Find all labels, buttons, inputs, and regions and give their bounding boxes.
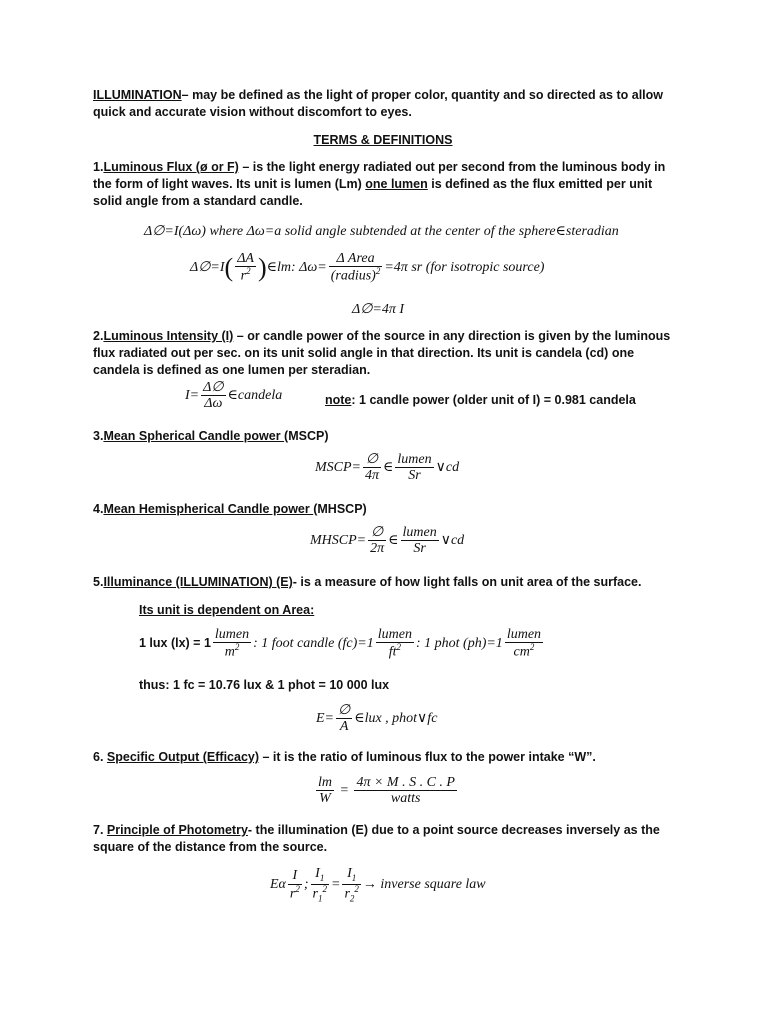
- s4-eq-mid: ∈: [388, 533, 399, 549]
- s4-abbr: (MHSCP): [313, 502, 367, 516]
- s2-eq-den: Δω: [204, 396, 223, 412]
- s7-number: 7.: [93, 823, 107, 837]
- s5-equation: [316, 703, 437, 735]
- s3-eq-rhs: ∨cd: [435, 460, 460, 476]
- s7-eq-rhs: → inverse square law: [362, 877, 486, 893]
- s4-eq-num-1: ∅: [368, 525, 386, 541]
- s1-eq2-part-c: =4π sr (for isotropic source): [384, 259, 545, 275]
- s7-eq-frac-3: $\frac{I_1}{r_2^2}$: [344, 866, 359, 904]
- s5-eq-frac: [336, 703, 352, 735]
- s7-eq-num-3: I: [347, 866, 352, 881]
- s5-frac-3-num: lumen: [506, 627, 542, 642]
- s2-note: [325, 392, 636, 409]
- s3-eq-num-1: ∅: [363, 452, 381, 468]
- s5-lux-label: 1 lux (lx) = 1: [139, 636, 211, 651]
- s7-eq-den-3: r: [344, 886, 350, 902]
- s6-eq-den-1: W: [319, 791, 331, 807]
- intro-term: ILLUMINATION: [93, 88, 182, 102]
- s3-eq-num-2: lumen: [397, 452, 432, 467]
- s5-eq-lhs: E=: [316, 711, 334, 727]
- s4-number: 4.: [93, 502, 104, 516]
- s4-eq-frac-2: [401, 525, 439, 557]
- s2-paragraph: [93, 328, 673, 379]
- s6-eq-frac-2: [354, 775, 457, 807]
- s6-eq-den-2: watts: [390, 791, 421, 807]
- s4-eq-frac-1: [368, 525, 386, 557]
- s5-frac-2-num: lumen: [377, 627, 412, 642]
- s1-eq2-num-2: Δ Area: [329, 251, 383, 267]
- s6-equation: [314, 775, 459, 807]
- s1-equation-3: Δ∅=4π I: [352, 302, 405, 317]
- s1-term2: one lumen: [365, 177, 428, 191]
- s4-eq-rhs: ∨cd: [440, 533, 465, 549]
- s6-eq-equals: =: [336, 783, 353, 799]
- s2-eq-rhs: ∈candela: [227, 388, 283, 404]
- s5-subheading: Its unit is dependent on Area:: [139, 603, 315, 617]
- s3-eq-lhs: MSCP=: [315, 460, 361, 476]
- s5-eq-num: ∅: [338, 703, 351, 718]
- s6-number: 6.: [93, 750, 107, 764]
- s1-text1: – is the light energy radiated out per second from the luminous body in the form of light waves. Its unit is lumen (Lm): [93, 160, 666, 191]
- s2-eq-num: Δ∅: [203, 380, 224, 395]
- s3-eq-frac-2: [395, 452, 433, 484]
- s5-number: 5.: [93, 575, 104, 589]
- s3-heading: [93, 428, 673, 445]
- s4-eq-lhs: MHSCP=: [310, 533, 367, 549]
- s7-paragraph: [93, 822, 673, 856]
- s6-text: – it is the ratio of luminous flux to the power intake “W”.: [259, 750, 596, 764]
- s5-frac-2-den: ft: [388, 645, 397, 661]
- s1-eq2-part-b: ∈lm: Δω=: [266, 259, 327, 275]
- s4-heading: [93, 501, 673, 518]
- s1-term: Luminous Flux (ø or F): [103, 160, 239, 174]
- s5-frac-2: $\frac{\text{lumen}}{ft^2}$: [377, 627, 412, 661]
- s4-term: Mean Hemispherical Candle power: [103, 502, 314, 516]
- s7-eq-semicolon: ;: [303, 877, 309, 893]
- s2-eq-frac: [201, 380, 225, 412]
- s7-eq-frac-2: $\frac{I_1}{r_1^2}$: [312, 866, 327, 904]
- s1-equation-2: Δ∅=I( $\frac{\Delta A}{r^2}$ )∈lm: Δω= $\frac{\text{Δ Area}}{(radius)^2}$ =4π sr (for isotropic source): [190, 250, 545, 285]
- s1-eq2-part-a: Δ∅=I: [190, 259, 225, 275]
- s6-term: Specific Output (Efficacy): [106, 750, 260, 764]
- s6-eq-num-1: lm: [318, 775, 332, 790]
- s2-equation: [185, 380, 282, 412]
- s1-equation-1: Δ∅=I(Δω) where Δω=a solid angle subtended at the center of the sphere∈steradian: [144, 224, 619, 239]
- s5-eq-rhs: ∈lux , phot∨fc: [354, 711, 438, 727]
- s3-term: Mean Spherical Candle power: [103, 429, 285, 443]
- s3-number: 3.: [93, 429, 104, 443]
- s5-text: - is a measure of how light falls on unit area of the surface.: [292, 575, 642, 589]
- s3-eq-frac-1: [363, 452, 381, 484]
- s7-eq-den-2: r: [312, 886, 318, 902]
- s5-mid-2: : 1 phot (ph)=1: [415, 636, 503, 652]
- s6-eq-frac-1: [316, 775, 334, 807]
- s3-eq-mid: ∈: [383, 460, 394, 476]
- s2-note-label: note: [325, 393, 352, 407]
- s4-eq-den-1: 2π: [370, 541, 385, 557]
- s1-eq2-frac-1: $\frac{\Delta A}{r^2}$: [237, 250, 254, 285]
- s5-frac-1: $\frac{\text{lumen}}{m^2}$: [214, 627, 250, 661]
- s5-frac-3-den: cm: [513, 645, 530, 661]
- s5-mid-1: : 1 foot candle (fc)=1: [253, 636, 374, 652]
- s3-eq-den-2: Sr: [408, 468, 421, 484]
- s7-eq-frac-1: $\frac{I}{r^2}$: [289, 868, 300, 902]
- s5-frac-1-den: m: [224, 645, 235, 661]
- s5-term: Illuminance (ILLUMINATION) (E): [103, 575, 293, 589]
- s1-number: 1.: [93, 160, 104, 174]
- s5-paragraph: [93, 574, 673, 591]
- s7-term: Principle of Photometry: [106, 823, 248, 837]
- s2-number: 2.: [93, 329, 104, 343]
- intro-paragraph: [93, 87, 673, 121]
- s3-abbr: (MSCP): [284, 429, 329, 443]
- s7-eq-equals: =: [330, 877, 341, 893]
- s1-eq2-den-2: (radius): [330, 269, 376, 285]
- s7-eq-den-1: r: [289, 886, 296, 902]
- s1-text2: is defined as the flux emitted per unit solid angle from a standard candle.: [93, 177, 653, 208]
- s7-eq-num-2: I: [315, 866, 320, 881]
- s7-text: - the illumination (E) due to a point source decreases inversely as the square of the distance from the source.: [93, 823, 660, 854]
- intro-text: – may be defined as the light of proper color, quantity and so directed as to allow quick and accurate vision without discomfort to eyes.: [93, 88, 663, 119]
- s4-eq-den-2: Sr: [413, 541, 426, 557]
- s2-text: – or candle power of the source in any direction is given by the luminous flux radiated out per sec. on its unit solid angle in that direction. Its unit is candela (cd) one candela is defined as one lumen per steradian.: [93, 329, 671, 377]
- s3-eq-den-1: 4π: [365, 468, 380, 484]
- s2-eq-lhs: I=: [185, 388, 200, 404]
- s1-eq2-num-1: ΔA: [237, 250, 254, 266]
- s1-paragraph: [93, 159, 673, 210]
- s7-eq-lhs: Eα: [270, 877, 286, 893]
- s1-eq2-frac-2: $\frac{\text{Δ Area}}{(radius)^2}$: [330, 250, 381, 285]
- s6-eq-num-2: 4π × M . S . C . P: [356, 775, 455, 790]
- section-heading: TERMS & DEFINITIONS: [313, 133, 453, 147]
- s4-eq-num-2: lumen: [402, 525, 437, 540]
- s5-frac-3: $\frac{\text{lumen}}{cm^2}$: [506, 627, 542, 661]
- s7-equation: [270, 866, 486, 904]
- s1-eq2-den-1: r: [240, 269, 247, 285]
- s5-frac-1-num: lumen: [214, 627, 250, 642]
- s5-thus-line: thus: 1 fc = 10.76 lux & 1 phot = 10 000 lux: [139, 678, 390, 692]
- s5-eq-den: A: [339, 719, 349, 735]
- s3-equation: [315, 452, 459, 484]
- s4-equation: [310, 525, 464, 557]
- s7-eq-num-1: I: [288, 868, 302, 884]
- s2-note-text: : 1 candle power (older unit of I) = 0.981 candela: [351, 393, 636, 407]
- s2-term: Luminous Intensity (I): [103, 329, 234, 343]
- s6-paragraph: [93, 749, 673, 766]
- s5-lux-line: [139, 627, 545, 660]
